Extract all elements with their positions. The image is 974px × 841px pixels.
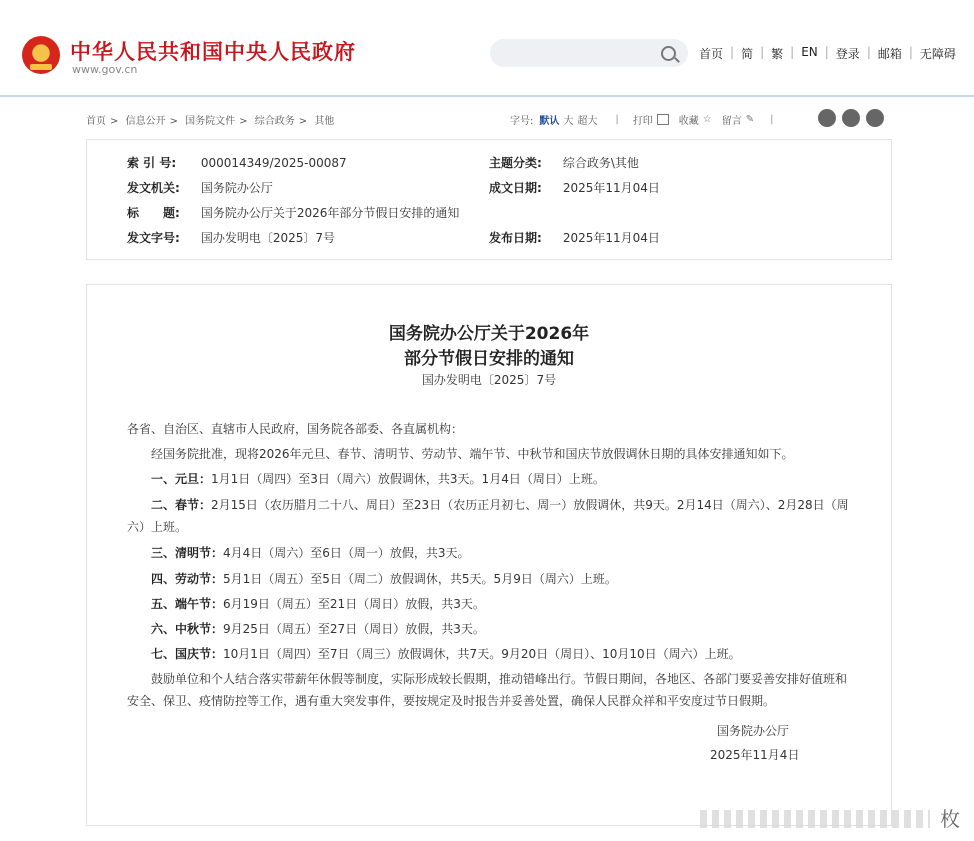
meta-title-row bbox=[127, 204, 459, 221]
nav-accessibility-link[interactable]: 无障碍 bbox=[919, 47, 956, 61]
holiday-item-head: 二、春节： bbox=[151, 498, 212, 512]
site-header bbox=[0, 0, 974, 96]
meta-published-row bbox=[489, 229, 660, 246]
font-size-xlarge[interactable]: 超大 bbox=[577, 116, 598, 127]
page-tools: 字号: 默认 大 超大 | 打印 收藏 ☆ 留言 ✎ | bbox=[510, 114, 774, 127]
holiday-item-head: 五、端午节： bbox=[151, 597, 224, 611]
holiday-item-head: 一、元旦： bbox=[151, 472, 212, 486]
meta-docno-row bbox=[127, 229, 335, 246]
holiday-item-national-day bbox=[127, 643, 857, 665]
wechat-share-icon[interactable] bbox=[842, 109, 860, 127]
document-metadata bbox=[86, 139, 892, 260]
meta-issuer-value: 国务院办公厅 bbox=[200, 181, 273, 195]
breadcrumb: 首页 > 信息公开 > 国务院文件 > 综合政务 > 其他 bbox=[86, 116, 335, 127]
holiday-item-qingming bbox=[127, 542, 857, 564]
site-title[interactable]: 中华人民共和国中央人民政府 bbox=[70, 39, 356, 64]
meta-published-value: 2025年11月04日 bbox=[562, 231, 660, 245]
watermark bbox=[700, 806, 930, 832]
watermark-text: 枚 bbox=[940, 807, 960, 831]
meta-issuer-row bbox=[127, 179, 273, 196]
meta-issuer-key: 发文机关: bbox=[127, 181, 180, 195]
search-input[interactable] bbox=[490, 39, 688, 67]
holiday-item-head: 三、清明节： bbox=[151, 546, 224, 560]
breadcrumb-home[interactable]: 首页 bbox=[86, 116, 106, 127]
comment-button[interactable]: 留言 bbox=[721, 116, 742, 127]
pencil-icon[interactable]: ✎ bbox=[745, 114, 755, 125]
article-body bbox=[86, 284, 892, 826]
article-doc-number: 国办发明电〔2025〕7号 bbox=[421, 373, 557, 387]
holiday-item-head: 六、中秋节： bbox=[151, 622, 224, 636]
holiday-item-head: 七、国庆节： bbox=[151, 647, 224, 661]
breadcrumb-info-disclosure[interactable]: 信息公开 bbox=[125, 116, 166, 127]
holiday-item-text: 9月25日（周五）至27日（周日）放假，共3天。 bbox=[223, 622, 485, 636]
article-signer: 国务院办公厅 bbox=[717, 724, 790, 738]
meta-created-key: 成文日期: bbox=[489, 181, 542, 195]
holiday-item-dragon-boat bbox=[127, 593, 857, 615]
holiday-item-spring-festival bbox=[127, 494, 857, 538]
font-size-label: 字号: bbox=[510, 116, 534, 127]
star-icon[interactable]: ☆ bbox=[702, 114, 712, 125]
holiday-item-mid-autumn bbox=[127, 618, 857, 640]
search-icon[interactable] bbox=[661, 46, 676, 61]
meta-category-row bbox=[489, 154, 639, 171]
meta-category-key: 主题分类: bbox=[489, 156, 542, 170]
article-title-line-2: 部分节假日安排的通知 bbox=[404, 349, 574, 369]
nav-login-link[interactable]: 登录 bbox=[835, 47, 860, 61]
nav-traditional-link[interactable]: 繁 bbox=[771, 47, 784, 61]
article-sign-date: 2025年11月4日 bbox=[710, 748, 800, 762]
site-url: www.gov.cn bbox=[72, 63, 138, 76]
national-emblem-icon[interactable] bbox=[22, 36, 60, 74]
meta-index-key: 索 引 号: bbox=[127, 156, 177, 170]
breadcrumb-bar bbox=[86, 110, 892, 128]
holiday-item-text: 4月4日（周六）至6日（周一）放假，共3天。 bbox=[223, 546, 470, 560]
holiday-item-labor-day bbox=[127, 568, 857, 590]
printer-icon[interactable] bbox=[657, 114, 669, 125]
font-size-large[interactable]: 大 bbox=[563, 116, 574, 127]
meta-title-value: 国务院办公厅关于2026年部分节假日安排的通知 bbox=[200, 206, 460, 220]
nav-simplified-link[interactable]: 简 bbox=[741, 47, 754, 61]
breadcrumb-general-affairs[interactable]: 综合政务 bbox=[254, 116, 295, 127]
holiday-item-text: 6月19日（周五）至21日（周日）放假，共3天。 bbox=[223, 597, 485, 611]
holiday-item-text: 1月1日（周四）至3日（周六）放假调休，共3天。1月4日（周日）上班。 bbox=[211, 472, 605, 486]
meta-created-row bbox=[489, 179, 660, 196]
top-nav: 首页 | 简 | 繁 | EN | 登录 | 邮箱 | 无障碍 bbox=[699, 45, 956, 61]
nav-mail-link[interactable]: 邮箱 bbox=[877, 47, 902, 61]
header-divider bbox=[0, 95, 974, 97]
meta-created-value: 2025年11月04日 bbox=[562, 181, 660, 195]
holiday-item-new-year bbox=[127, 468, 857, 490]
meta-title-key: 标 题: bbox=[127, 206, 180, 220]
meta-docno-key: 发文字号: bbox=[127, 231, 180, 245]
article-intro: 经国务院批准，现将2026年元旦、春节、清明节、劳动节、端午节、中秋节和国庆节放假调休日期的具体安排通知如下。 bbox=[151, 447, 794, 461]
share-icons bbox=[818, 109, 884, 127]
nav-english-link[interactable]: EN bbox=[801, 45, 818, 59]
holiday-item-head: 四、劳动节： bbox=[151, 572, 224, 586]
meta-docno-value: 国办发明电〔2025〕7号 bbox=[200, 231, 336, 245]
holiday-item-text: 10月1日（周四）至7日（周三）放假调休，共7天。9月20日（周日）、10月10日（周六）上班。 bbox=[223, 647, 741, 661]
breadcrumb-state-council-docs[interactable]: 国务院文件 bbox=[185, 116, 236, 127]
breadcrumb-other[interactable]: 其他 bbox=[314, 116, 335, 127]
article-title-line-1: 国务院办公厅关于2026年 bbox=[388, 324, 590, 344]
meta-index-value: 000014349/2025-00087 bbox=[200, 156, 347, 170]
favorite-button[interactable]: 收藏 bbox=[678, 116, 699, 127]
article-closing: 鼓励单位和个人结合落实带薪年休假等制度，实际形成较长假期，推动错峰出行。节假日期间，各地区、各部门要妥善安排好值班和安全、保卫、疫情防控等工作，遇有重大突发事件，要按规定及时报告并妥善处置，确保人民群众祥和平安度过节日假期。 bbox=[127, 672, 848, 708]
holiday-item-text: 2月15日（农历腊月二十八、周日）至23日（农历正月初七、周一）放假调休，共9天。2月14日（周六）、2月28日（周六）上班。 bbox=[127, 498, 849, 534]
weibo-share-icon[interactable] bbox=[818, 109, 836, 127]
meta-category-value: 综合政务\其他 bbox=[562, 156, 639, 170]
nav-home-link[interactable]: 首页 bbox=[699, 47, 724, 61]
holiday-item-text: 5月1日（周五）至5日（周二）放假调休，共5天。5月9日（周六）上班。 bbox=[223, 572, 617, 586]
article-salutation: 各省、自治区、直辖市人民政府，国务院各部委、各直属机构： bbox=[127, 422, 464, 436]
meta-index-row bbox=[127, 154, 347, 171]
font-size-default[interactable]: 默认 bbox=[539, 116, 560, 127]
meta-published-key: 发布日期: bbox=[489, 231, 542, 245]
print-button[interactable]: 打印 bbox=[632, 116, 653, 127]
favorite-share-icon[interactable] bbox=[866, 109, 884, 127]
